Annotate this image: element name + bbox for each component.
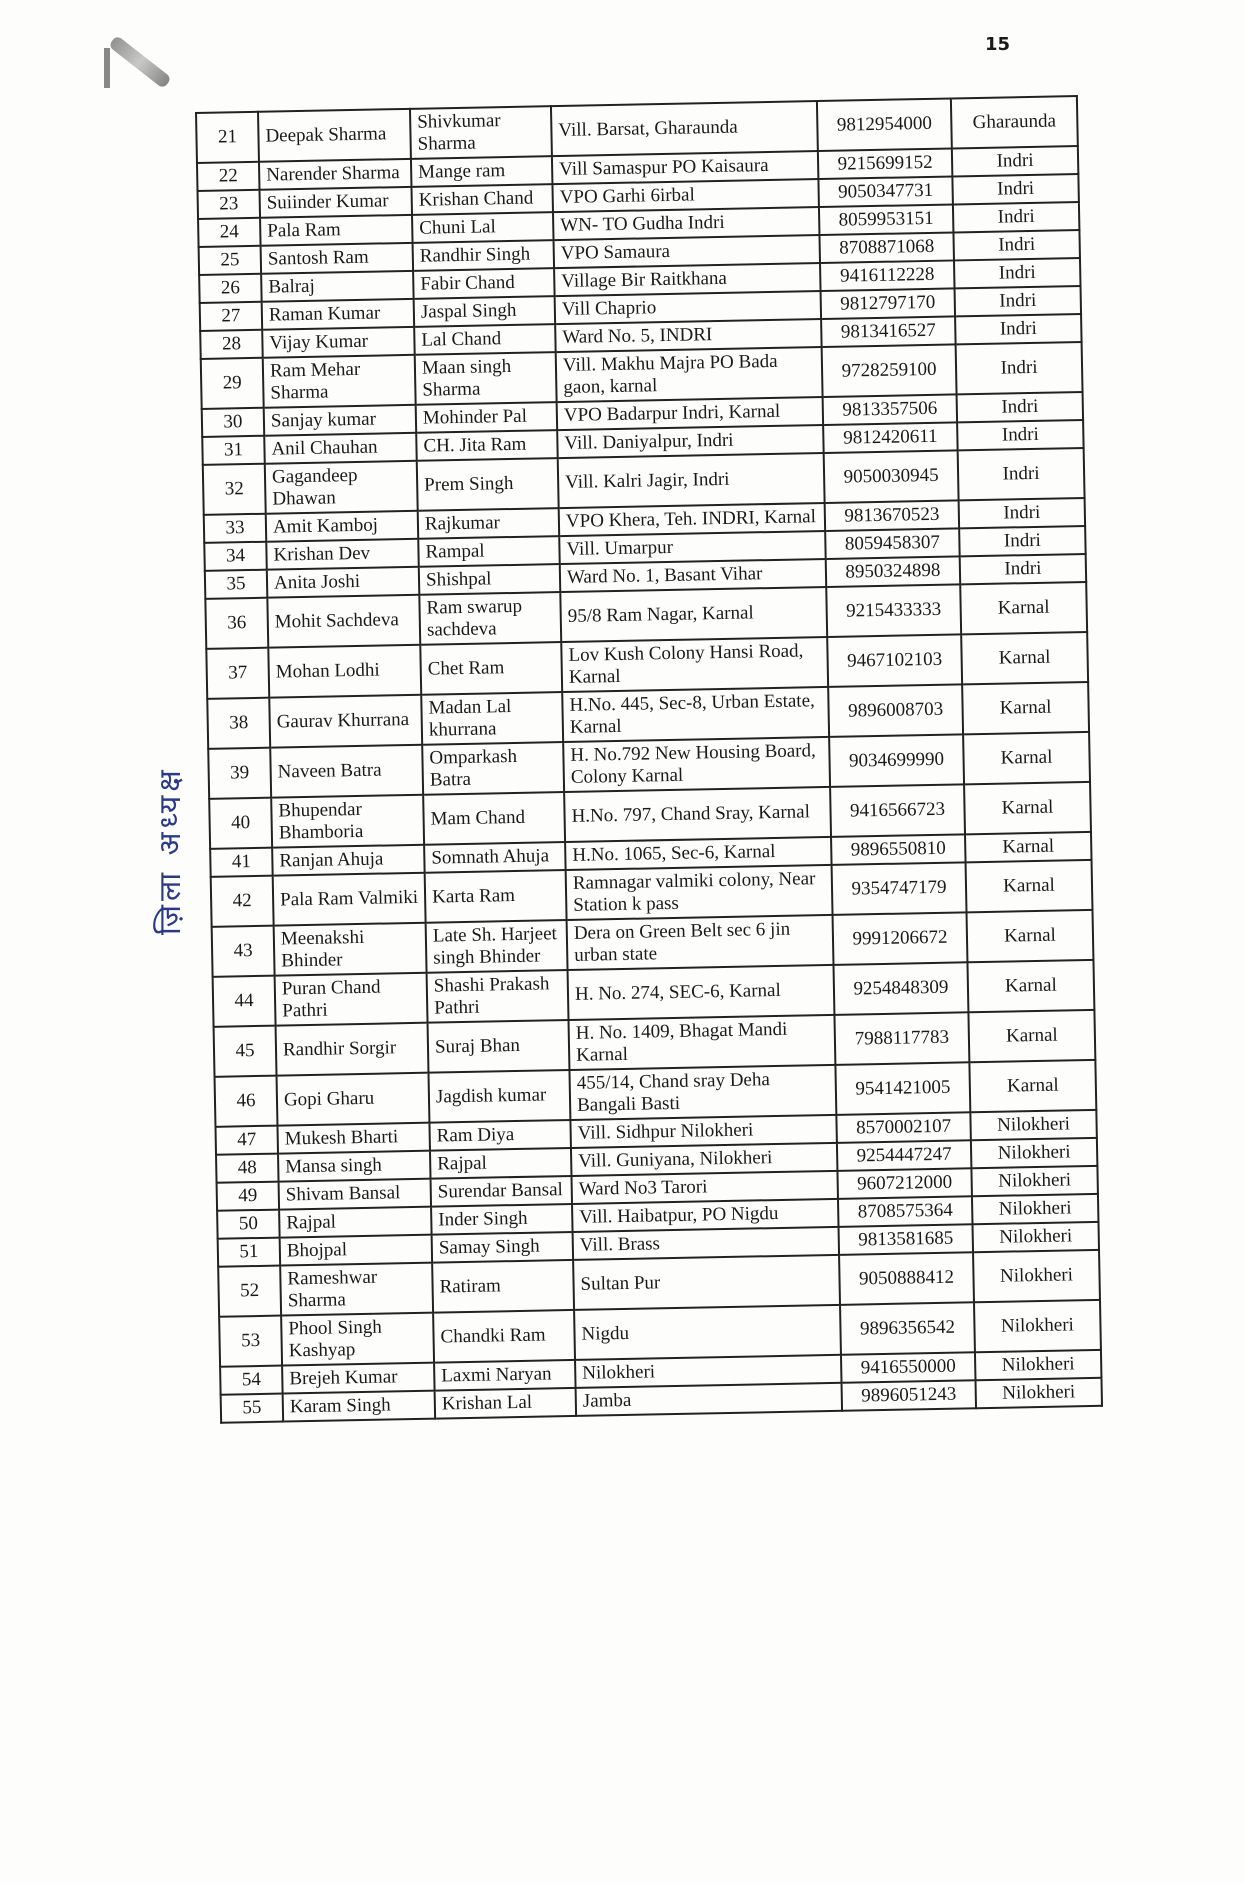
address-cell: Ward No. 1, Basant Vihar xyxy=(560,559,826,592)
member-name-cell: Mohit Sachdeva xyxy=(267,595,420,648)
father-name-cell: Jaspal Singh xyxy=(414,296,556,327)
father-name-cell: Karta Ram xyxy=(425,870,567,923)
father-name-cell: Late Sh. Harjeet singh Bhinder xyxy=(426,920,568,973)
address-cell: VPO Khera, Teh. INDRI, Karnal xyxy=(559,503,825,536)
member-name-cell: Phool Singh Kashyap xyxy=(281,1313,434,1366)
father-name-cell: Shashi Prakash Pathri xyxy=(427,970,569,1023)
serial-number-cell: 45 xyxy=(214,1026,277,1077)
phone-number-cell: 8708871068 xyxy=(819,232,954,263)
block-name-cell: Indri xyxy=(956,342,1083,394)
serial-number-cell: 43 xyxy=(212,926,275,977)
member-name-cell: Karam Singh xyxy=(283,1391,436,1422)
phone-number-cell: 9896051243 xyxy=(842,1380,977,1411)
block-name-cell: Gharaunda xyxy=(951,96,1078,148)
serial-number-cell: 53 xyxy=(219,1316,282,1367)
serial-number-cell: 27 xyxy=(200,302,263,331)
father-name-cell: Mam Chand xyxy=(423,792,565,845)
member-name-cell: Meenakshi Bhinder xyxy=(274,923,427,976)
father-name-cell: Krishan Lal xyxy=(435,1388,577,1419)
members-table xyxy=(195,95,1103,1424)
serial-number-cell: 55 xyxy=(221,1394,284,1423)
address-cell: Vill. Sidhpur Nilokheri xyxy=(570,1115,836,1148)
father-name-cell: Inder Singh xyxy=(431,1204,573,1235)
phone-number-cell: 8708575364 xyxy=(838,1196,973,1227)
block-name-cell: Indri xyxy=(960,554,1087,584)
members-table-container xyxy=(195,95,1103,1424)
phone-number-cell: 9416566723 xyxy=(830,784,965,837)
father-name-cell: Omparkash Batra xyxy=(422,742,564,795)
address-cell: 455/14, Chand sray Deha Bangali Basti xyxy=(569,1065,836,1120)
serial-number-cell: 22 xyxy=(197,162,260,191)
address-cell: Nilokheri xyxy=(575,1355,841,1388)
serial-number-cell: 36 xyxy=(205,598,268,649)
member-name-cell: Sanjay kumar xyxy=(264,405,417,436)
serial-number-cell: 50 xyxy=(217,1210,280,1239)
member-name-cell: Deepak Sharma xyxy=(258,109,411,162)
phone-number-cell: 8059458307 xyxy=(825,528,960,559)
member-name-cell: Santosh Ram xyxy=(261,243,414,274)
phone-number-cell: 9034699990 xyxy=(829,734,964,787)
address-cell: Ramnagar valmiki colony, Near Station k pass xyxy=(566,865,833,920)
serial-number-cell: 35 xyxy=(205,570,268,599)
member-name-cell: Bhupendar Bhamboria xyxy=(271,795,424,848)
member-name-cell: Amit Kamboj xyxy=(266,511,419,542)
father-name-cell: CH. Jita Ram xyxy=(416,430,558,461)
member-name-cell: Pala Ram Valmiki xyxy=(273,873,426,926)
address-cell: Ward No. 5, INDRI xyxy=(555,319,821,352)
serial-number-cell: 41 xyxy=(210,848,273,877)
father-name-cell: Ratiram xyxy=(432,1260,574,1313)
phone-number-cell: 7988117783 xyxy=(834,1012,969,1065)
father-name-cell: Mange ram xyxy=(411,156,553,187)
block-name-cell: Nilokheri xyxy=(973,1250,1100,1302)
member-name-cell: Puran Chand Pathri xyxy=(275,973,428,1026)
father-name-cell: Shishpal xyxy=(419,564,561,595)
member-name-cell: Gagandeep Dhawan xyxy=(265,461,418,514)
serial-number-cell: 24 xyxy=(198,218,261,247)
serial-number-cell: 31 xyxy=(202,436,265,465)
staple-mark xyxy=(108,35,172,89)
address-cell: VPO Badarpur Indri, Karnal xyxy=(557,397,823,430)
phone-number-cell: 9813357506 xyxy=(823,394,958,425)
phone-number-cell: 9728259100 xyxy=(822,344,957,397)
serial-number-cell: 30 xyxy=(202,408,265,437)
block-name-cell: Karnal xyxy=(965,832,1092,862)
serial-number-cell: 54 xyxy=(220,1366,283,1395)
address-cell: Lov Kush Colony Hansi Road, Karnal xyxy=(561,637,828,692)
block-name-cell: Nilokheri xyxy=(972,1222,1099,1252)
block-name-cell: Nilokheri xyxy=(974,1300,1101,1352)
father-name-cell: Surendar Bansal xyxy=(431,1176,573,1207)
serial-number-cell: 28 xyxy=(200,330,263,359)
phone-number-cell: 8950324898 xyxy=(826,556,961,587)
phone-number-cell: 9541421005 xyxy=(835,1062,970,1115)
serial-number-cell: 46 xyxy=(215,1076,278,1127)
phone-number-cell: 9215699152 xyxy=(818,148,953,179)
address-cell: Vill. Kalri Jagir, Indri xyxy=(558,453,825,508)
father-name-cell: Somnath Ahuja xyxy=(424,842,566,873)
member-name-cell: Pala Ram xyxy=(260,215,413,246)
address-cell: Dera on Green Belt sec 6 jin urban state xyxy=(567,915,834,970)
address-cell: Sultan Pur xyxy=(573,1255,840,1310)
member-name-cell: Gaurav Khurrana xyxy=(269,695,422,748)
address-cell: H.No. 1065, Sec-6, Karnal xyxy=(565,837,831,870)
block-name-cell: Karnal xyxy=(969,1060,1096,1112)
address-cell: Ward No3 Tarori xyxy=(571,1171,837,1204)
phone-number-cell: 9812954000 xyxy=(817,98,952,151)
address-cell: H. No. 1409, Bhagat Mandi Karnal xyxy=(569,1015,836,1070)
block-name-cell: Karnal xyxy=(967,910,1094,962)
block-name-cell: Indri xyxy=(955,286,1082,316)
block-name-cell: Karnal xyxy=(968,1010,1095,1062)
block-name-cell: Nilokheri xyxy=(971,1166,1098,1196)
address-cell: Vill. Umarpur xyxy=(559,531,825,564)
address-cell: VPO Garhi 6irbal xyxy=(552,179,818,212)
block-name-cell: Indri xyxy=(958,448,1085,500)
block-name-cell: Karnal xyxy=(960,582,1087,634)
serial-number-cell: 32 xyxy=(203,464,266,515)
block-name-cell: Nilokheri xyxy=(970,1110,1097,1140)
serial-number-cell: 42 xyxy=(211,876,274,927)
address-cell: 95/8 Ram Nagar, Karnal xyxy=(560,587,827,642)
block-name-cell: Indri xyxy=(959,498,1086,528)
member-name-cell: Anita Joshi xyxy=(267,567,420,598)
phone-number-cell: 9812797170 xyxy=(821,288,956,319)
father-name-cell: Ram swarup sachdeva xyxy=(419,592,561,645)
member-name-cell: Rameshwar Sharma xyxy=(280,1263,433,1316)
serial-number-cell: 49 xyxy=(217,1182,280,1211)
block-name-cell: Nilokheri xyxy=(975,1378,1102,1408)
block-name-cell: Nilokheri xyxy=(975,1350,1102,1380)
phone-number-cell: 9812420611 xyxy=(823,422,958,453)
serial-number-cell: 39 xyxy=(208,748,271,799)
phone-number-cell: 9896008703 xyxy=(828,684,963,737)
block-name-cell: Karnal xyxy=(962,682,1089,734)
address-cell: VPO Samaura xyxy=(554,235,820,268)
serial-number-cell: 34 xyxy=(204,542,267,571)
phone-number-cell: 9813670523 xyxy=(825,500,960,531)
father-name-cell: Randhir Singh xyxy=(413,240,555,271)
father-name-cell: Suraj Bhan xyxy=(428,1020,570,1073)
address-cell: Vill Chaprio xyxy=(555,291,821,324)
staple-mark-edge xyxy=(104,48,110,88)
block-name-cell: Indri xyxy=(952,146,1079,176)
member-name-cell: Mohan Lodhi xyxy=(268,645,421,698)
serial-number-cell: 40 xyxy=(209,798,272,849)
member-name-cell: Shivam Bansal xyxy=(279,1179,432,1210)
phone-number-cell: 9254848309 xyxy=(833,962,968,1015)
phone-number-cell: 8570002107 xyxy=(836,1112,971,1143)
block-name-cell: Indri xyxy=(955,314,1082,344)
address-cell: Vill. Haibatpur, PO Nigdu xyxy=(572,1199,838,1232)
father-name-cell: Mohinder Pal xyxy=(416,402,558,433)
address-cell: H. No.792 New Housing Board, Colony Karnal xyxy=(563,737,830,792)
member-name-cell: Randhir Sorgir xyxy=(276,1023,429,1076)
handwritten-signature: ज़िला अध्यक्ष xyxy=(153,766,188,935)
address-cell: H.No. 445, Sec-8, Urban Estate, Karnal xyxy=(562,687,829,742)
block-name-cell: Karnal xyxy=(961,632,1088,684)
serial-number-cell: 38 xyxy=(207,698,270,749)
block-name-cell: Karnal xyxy=(967,960,1094,1012)
serial-number-cell: 21 xyxy=(196,112,259,163)
address-cell: Jamba xyxy=(576,1383,842,1416)
member-name-cell: Gopi Gharu xyxy=(277,1073,430,1126)
father-name-cell: Chandki Ram xyxy=(433,1310,575,1363)
block-name-cell: Nilokheri xyxy=(972,1194,1099,1224)
father-name-cell: Rampal xyxy=(418,536,560,567)
father-name-cell: Shivkumar Sharma xyxy=(410,106,552,159)
father-name-cell: Lal Chand xyxy=(414,324,556,355)
address-cell: Vill. Daniyalpur, Indri xyxy=(557,425,823,458)
member-name-cell: Mukesh Bharti xyxy=(277,1123,430,1154)
father-name-cell: Prem Singh xyxy=(417,458,559,511)
phone-number-cell: 9354747179 xyxy=(832,862,967,915)
block-name-cell: Karnal xyxy=(966,860,1093,912)
address-cell: Vill. Barsat, Gharaunda xyxy=(551,101,818,156)
address-cell: Village Bir Raitkhana xyxy=(554,263,820,296)
block-name-cell: Karnal xyxy=(963,732,1090,784)
member-name-cell: Ram Mehar Sharma xyxy=(263,355,416,408)
member-name-cell: Anil Chauhan xyxy=(264,433,417,464)
member-name-cell: Ranjan Ahuja xyxy=(272,845,425,876)
member-name-cell: Narender Sharma xyxy=(259,159,412,190)
father-name-cell: Ram Diya xyxy=(429,1120,571,1151)
address-cell: Vill Samaspur PO Kaisaura xyxy=(552,151,818,184)
block-name-cell: Indri xyxy=(957,420,1084,450)
address-cell: H.No. 797, Chand Sray, Karnal xyxy=(564,787,831,842)
father-name-cell: Samay Singh xyxy=(432,1232,574,1263)
phone-number-cell: 9896550810 xyxy=(831,834,966,865)
serial-number-cell: 51 xyxy=(218,1238,281,1267)
member-name-cell: Mansa singh xyxy=(278,1151,431,1182)
serial-number-cell: 26 xyxy=(199,274,262,303)
block-name-cell: Nilokheri xyxy=(971,1138,1098,1168)
block-name-cell: Indri xyxy=(959,526,1086,556)
phone-number-cell: 9050888412 xyxy=(839,1252,974,1305)
father-name-cell: Krishan Chand xyxy=(411,184,553,215)
phone-number-cell: 9813416527 xyxy=(821,316,956,347)
father-name-cell: Chet Ram xyxy=(420,642,562,695)
father-name-cell: Fabir Chand xyxy=(413,268,555,299)
block-name-cell: Indri xyxy=(957,392,1084,422)
member-name-cell: Balraj xyxy=(261,271,414,302)
member-name-cell: Vijay Kumar xyxy=(262,327,415,358)
member-name-cell: Suiinder Kumar xyxy=(260,187,413,218)
father-name-cell: Rajkumar xyxy=(418,508,560,539)
phone-number-cell: 9215433333 xyxy=(826,584,961,637)
serial-number-cell: 25 xyxy=(199,246,262,275)
serial-number-cell: 52 xyxy=(218,1266,281,1317)
phone-number-cell: 9813581685 xyxy=(839,1224,974,1255)
phone-number-cell: 9050030945 xyxy=(824,450,959,503)
page-number: 15 xyxy=(985,34,1011,55)
address-cell: H. No. 274, SEC-6, Karnal xyxy=(568,965,835,1020)
member-name-cell: Bhojpal xyxy=(280,1235,433,1266)
phone-number-cell: 9467102103 xyxy=(827,634,962,687)
block-name-cell: Indri xyxy=(953,230,1080,260)
block-name-cell: Indri xyxy=(953,202,1080,232)
father-name-cell: Rajpal xyxy=(430,1148,572,1179)
member-name-cell: Raman Kumar xyxy=(262,299,415,330)
serial-number-cell: 37 xyxy=(206,648,269,699)
member-name-cell: Brejeh Kumar xyxy=(282,1363,435,1394)
phone-number-cell: 9416112228 xyxy=(820,260,955,291)
serial-number-cell: 23 xyxy=(198,190,261,219)
serial-number-cell: 29 xyxy=(201,358,264,409)
block-name-cell: Indri xyxy=(952,174,1079,204)
father-name-cell: Maan singh Sharma xyxy=(415,352,557,405)
member-name-cell: Rajpal xyxy=(279,1207,432,1238)
address-cell: Vill. Makhu Majra PO Bada gaon, karnal xyxy=(556,347,823,402)
address-cell: Vill. Guniyana, Nilokheri xyxy=(571,1143,837,1176)
father-name-cell: Jagdish kumar xyxy=(428,1070,570,1123)
member-name-cell: Naveen Batra xyxy=(270,745,423,798)
father-name-cell: Laxmi Naryan xyxy=(434,1360,576,1391)
block-name-cell: Indri xyxy=(954,258,1081,288)
serial-number-cell: 47 xyxy=(215,1126,278,1155)
serial-number-cell: 48 xyxy=(216,1154,279,1183)
phone-number-cell: 9416550000 xyxy=(841,1352,976,1383)
serial-number-cell: 33 xyxy=(204,514,267,543)
phone-number-cell: 9607212000 xyxy=(837,1168,972,1199)
block-name-cell: Karnal xyxy=(964,782,1091,834)
phone-number-cell: 9050347731 xyxy=(818,176,953,207)
address-cell: Nigdu xyxy=(574,1305,841,1360)
phone-number-cell: 9896356542 xyxy=(840,1302,975,1355)
phone-number-cell: 9991206672 xyxy=(833,912,968,965)
phone-number-cell: 8059953151 xyxy=(819,204,954,235)
member-name-cell: Krishan Dev xyxy=(266,539,419,570)
address-cell: Vill. Brass xyxy=(573,1227,839,1260)
phone-number-cell: 9254447247 xyxy=(837,1140,972,1171)
father-name-cell: Chuni Lal xyxy=(412,212,554,243)
father-name-cell: Madan Lal khurrana xyxy=(421,692,563,745)
serial-number-cell: 44 xyxy=(213,976,276,1027)
address-cell: WN- TO Gudha Indri xyxy=(553,207,819,240)
